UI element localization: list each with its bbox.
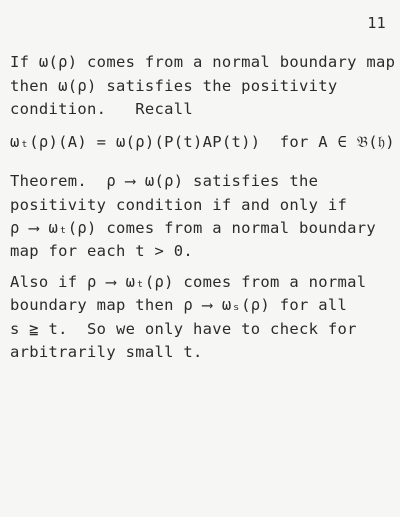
text-line: Theorem. ρ ⟶ ω(ρ) satisfies the <box>10 172 319 190</box>
text-line: Also if ρ ⟶ ωₜ(ρ) comes from a normal <box>10 273 367 291</box>
page-number: 11 <box>367 14 386 32</box>
text-line: arbitrarily small t. <box>10 343 203 361</box>
text-line: map for each t > 0. <box>10 242 194 260</box>
text-line: boundary map then ρ ⟶ ωₛ(ρ) for all <box>10 296 348 314</box>
text-line: condition. Recall <box>10 100 194 118</box>
equation-line: ωₜ(ρ)(A) = ω(ρ)(P(t)AP(t)) for A ∈ 𝔅(𝔥) <box>10 133 395 151</box>
text-line: If ω(ρ) comes from a normal boundary map <box>10 53 396 71</box>
text-line: s ≧ t. So we only have to check for <box>10 320 357 338</box>
text-line: positivity condition if and only if <box>10 196 348 214</box>
text-line: then ω(ρ) satisfies the positivity <box>10 77 338 95</box>
text-line: ρ ⟶ ωₜ(ρ) comes from a normal boundary <box>10 219 377 237</box>
